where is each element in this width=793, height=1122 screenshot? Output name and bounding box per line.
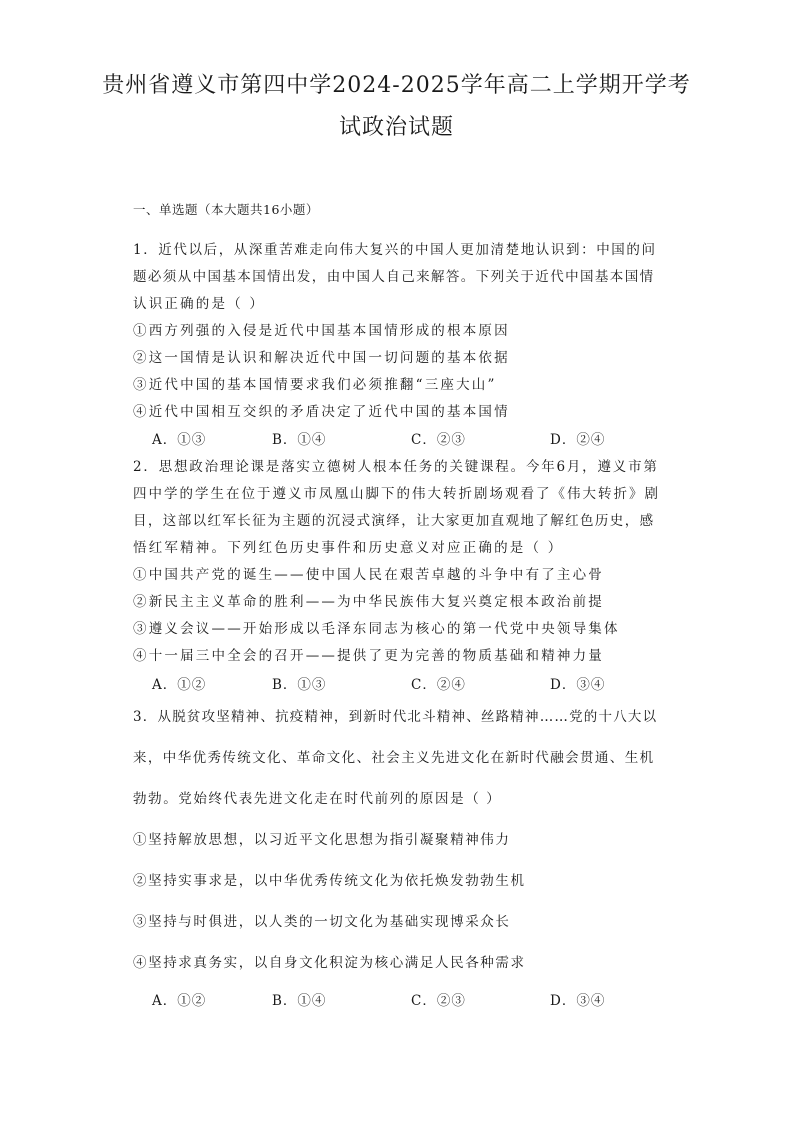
question-3-stem-line: 3．从脱贫攻坚精神、抗疫精神，到新时代北斗精神、丝路精神……党的十八大以 bbox=[133, 709, 658, 725]
question-1-option-a: A．①③ bbox=[152, 432, 207, 448]
question-3-option-d: D．③④ bbox=[550, 993, 606, 1009]
question-1-statement: ②这一国情是认识和解决近代中国一切问题的基本依据 bbox=[133, 350, 510, 366]
question-2-option-d: D．③④ bbox=[550, 677, 606, 693]
question-2-stem-line: 2．思想政治理论课是落实立德树人根本任务的关键课程。今年6月，遵义市第 bbox=[133, 459, 659, 475]
question-2-statement: ④十一届三中全会的召开——提供了更为完善的物质基础和精神力量 bbox=[133, 648, 604, 664]
question-3-stem-line: 勃勃。党始终代表先进文化走在时代前列的原因是（ ） bbox=[133, 791, 502, 807]
question-1-option-b: B．①④ bbox=[272, 432, 327, 448]
question-2-option-a: A．①② bbox=[152, 677, 207, 693]
question-3-option-a: A．①② bbox=[152, 993, 207, 1009]
question-3-statement: ②坚持实事求是，以中华优秀传统文化为依托焕发勃勃生机 bbox=[133, 873, 526, 889]
question-3-stem-line: 来，中华优秀传统文化、革命文化、社会主义先进文化在新时代融会贯通、生机 bbox=[133, 750, 655, 766]
question-2-option-b: B．①③ bbox=[272, 677, 327, 693]
document-title-line2: 试政治试题 bbox=[338, 115, 454, 140]
question-1-stem-line: 认识正确的是（ ） bbox=[133, 296, 266, 312]
question-1-statement: ①西方列强的入侵是近代中国基本国情形成的根本原因 bbox=[133, 323, 510, 339]
question-1-statement: ③近代中国的基本国情要求我们必须推翻“三座大山” bbox=[133, 377, 497, 393]
question-2-option-c: C．②④ bbox=[411, 677, 466, 693]
question-3-statement: ④坚持求真务实，以自身文化积淀为核心满足人民各种需求 bbox=[133, 955, 526, 971]
question-3-option-c: C．②③ bbox=[411, 993, 466, 1009]
question-2-stem-line: 四中学的学生在位于遵义市凤凰山脚下的伟大转折剧场观看了《伟大转折》剧 bbox=[133, 486, 660, 502]
question-1-option-c: C．②③ bbox=[411, 432, 466, 448]
question-2-statement: ②新民主主义革命的胜利——为中华民族伟大复兴奠定根本政治前提 bbox=[133, 594, 604, 610]
section-heading: 一、单选题（本大题共16小题） bbox=[133, 202, 319, 217]
question-2-stem-line: 目，这部以红军长征为主题的沉浸式演绎，让大家更加直观地了解红色历史，感 bbox=[133, 513, 655, 529]
question-1-statement: ④近代中国相互交织的矛盾决定了近代中国的基本国情 bbox=[133, 404, 510, 420]
question-3-statement: ③坚持与时俱进，以人类的一切文化为基础实现博采众长 bbox=[133, 914, 511, 930]
question-3-option-b: B．①④ bbox=[272, 993, 327, 1009]
question-1-option-d: D．②④ bbox=[550, 432, 606, 448]
question-2-stem-line: 悟红军精神。下列红色历史事件和历史意义对应正确的是（ ） bbox=[133, 540, 564, 556]
question-1-stem-line: 题必须从中国基本国情出发，由中国人自己来解答。下列关于近代中国基本国情 bbox=[133, 269, 655, 285]
document-title-line1: 贵州省遵义市第四中学2024-2025学年高二上学期开学考 bbox=[102, 73, 691, 98]
question-1-stem-line: 1．近代以后，从深重苦难走向伟大复兴的中国人更加清楚地认识到：中国的问 bbox=[133, 242, 657, 258]
question-2-statement: ③遵义会议——开始形成以毛泽东同志为核心的第一代党中央领导集体 bbox=[133, 621, 620, 637]
question-3-statement: ①坚持解放思想，以习近平文化思想为指引凝聚精神伟力 bbox=[133, 832, 511, 848]
question-2-statement: ①中国共产党的诞生——使中国人民在艰苦卓越的斗争中有了主心骨 bbox=[133, 567, 604, 583]
